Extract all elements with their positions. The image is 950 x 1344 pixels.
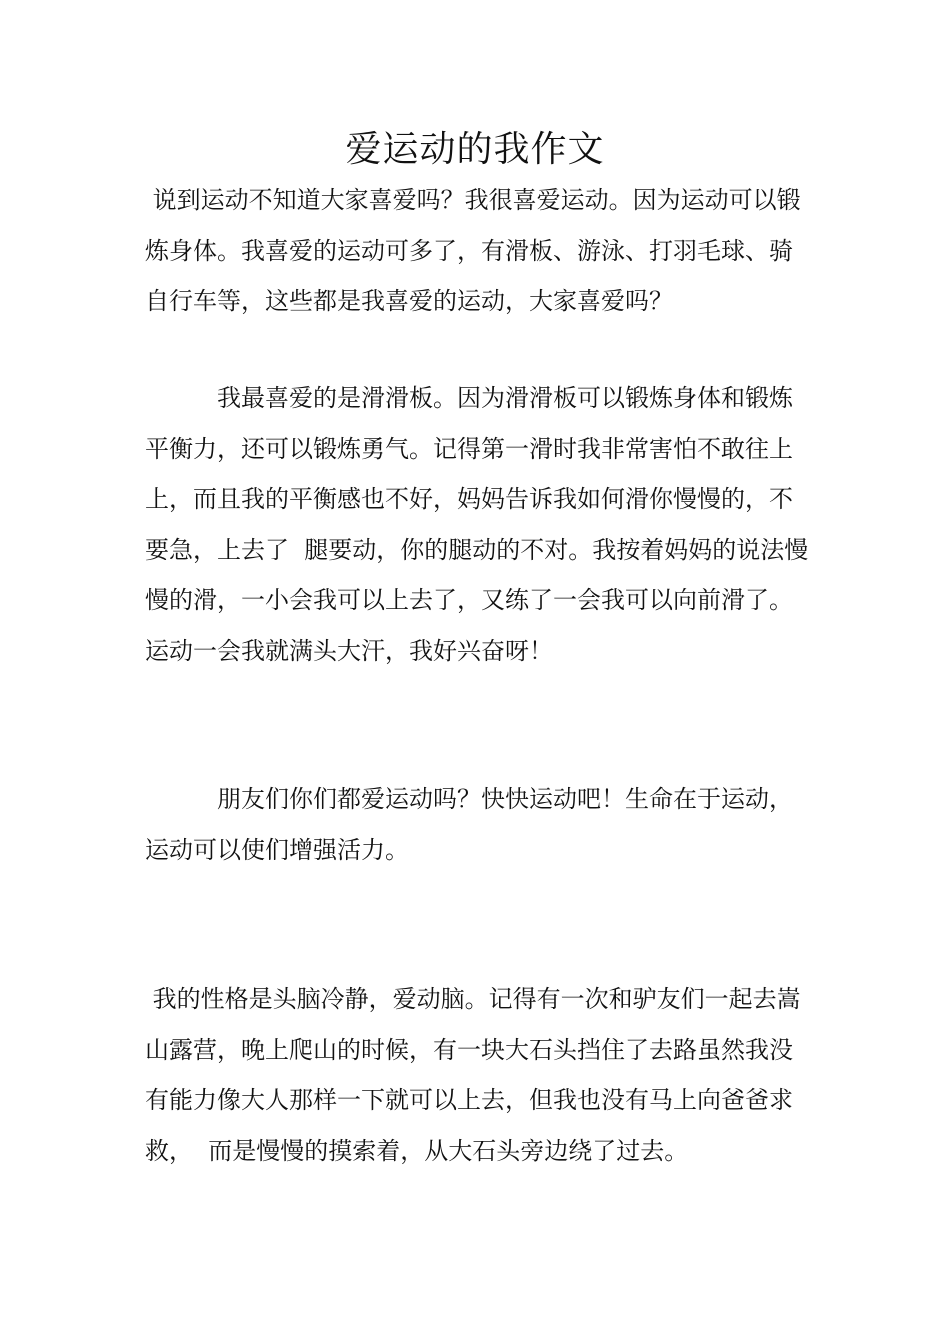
paragraph-call-to-action: 朋友们你们都爱运动吗？快快运动吧！生命在于运动，运动可以使们增强活力。 xyxy=(145,785,793,864)
paragraph-intro: 说到运动不知道大家喜爱吗？我很喜爱运动。因为运动可以锻炼身体。我喜爱的运动可多了，有滑板、游泳、打羽毛球、骑自行车等，这些都是我喜爱的运动，大家喜爱吗？ xyxy=(145,186,801,315)
document-title: 爱运动的我作文 xyxy=(345,129,605,170)
paragraph-personality: 我的性格是头脑冷静，爱动脑。记得有一次和驴友们一起去嵩山露营，晚上爬山的时候，有一块大石头挡住了去路虽然我没有能力像大人那样一下就可以上去，但我也没有马上向爸爸求救， 而是慢慢的摸索着，从大石头旁边绕了过去。 xyxy=(145,985,801,1165)
paragraph-skateboard: 我最喜爱的是滑滑板。因为滑滑板可以锻炼身体和锻炼平衡力，还可以锻炼勇气。记得第一滑时我非常害怕不敢往上上，而且我的平衡感也不好，妈妈告诉我如何滑你慢慢的，不要急，上去了 腿要动，你的腿动的不对。我按着妈妈的说法慢慢的滑，一小会我可以上去了，又练了一会我可以向前滑了。运动一会我就满头大汗，我好兴奋呀！ xyxy=(145,384,809,665)
